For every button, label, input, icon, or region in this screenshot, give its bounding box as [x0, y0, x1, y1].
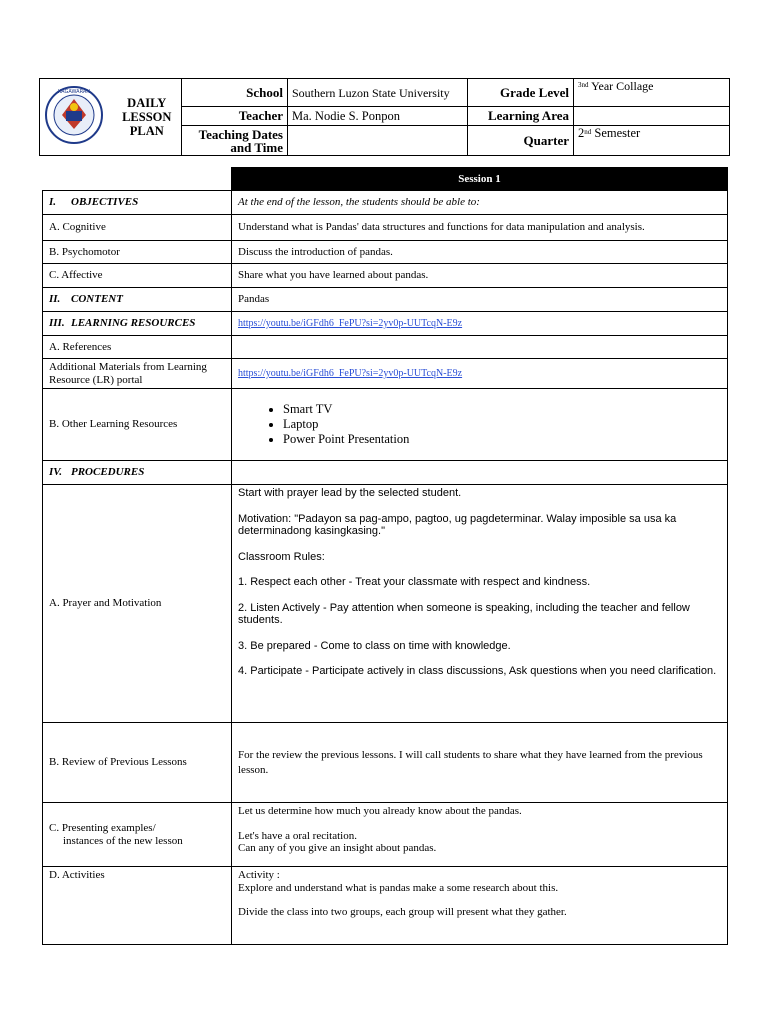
psychomotor-label: B. Psychomotor [43, 241, 232, 264]
additional-materials-link[interactable]: https://youtu.be/iGFdh6_FePU?si=2yv0p-UUTcqN-E9z [238, 367, 463, 379]
lesson-table [42, 167, 728, 945]
presenting-value: Let us determine how much you already know about the pandas. Let's have a oral recitation. Can any of you give an insight about pandas. [232, 803, 728, 867]
affective-value: Share what you have learned about pandas. [232, 264, 728, 288]
teaching-dates-label: Teaching Dates and Time [182, 126, 288, 156]
presenting-label: C. Presenting examples/ instances of the new lesson [43, 803, 232, 867]
session-title: Session 1 [232, 168, 728, 191]
references-value [232, 336, 728, 359]
header-table [39, 78, 730, 156]
other-resources-value [232, 389, 728, 461]
lesson-plan-title: DAILY LESSON PLAN [113, 79, 182, 156]
quarter-label: Quarter [468, 126, 574, 156]
learning-area-label: Learning Area [468, 107, 574, 126]
cognitive-value: Understand what is Pandas' data structures and functions for data manipulation and analysis. [232, 215, 728, 241]
psychomotor-value: Discuss the introduction of pandas. [232, 241, 728, 264]
objectives-intro: At the end of the lesson, the students should be able to: [232, 191, 728, 215]
resources-link[interactable]: https://youtu.be/iGFdh6_FePU?si=2yv0p-UUTcqN-E9z [238, 317, 463, 329]
grade-level-value: $^{3nd}$ Year Collage [574, 79, 730, 107]
review-value: For the review the previous lessons. I will call students to share what they have learned from the previous lesson. [232, 723, 728, 803]
review-label: B. Review of Previous Lessons [43, 723, 232, 803]
cognitive-label: A. Cognitive [43, 215, 232, 241]
list-item: • Smart TV [283, 402, 721, 417]
quarter-value: 2nd Semester [574, 126, 730, 156]
resources-heading: III. LEARNING RESOURCES [43, 312, 232, 336]
teacher-value: Ma. Nodie S. Ponpon [288, 107, 468, 126]
teaching-dates-value [288, 126, 468, 156]
grade-level-label: Grade Level [468, 79, 574, 107]
additional-link-cell [232, 359, 728, 389]
content-heading: II. CONTENT [43, 288, 232, 312]
references-label: A. References [43, 336, 232, 359]
learning-area-value [574, 107, 730, 126]
affective-label: C. Affective [43, 264, 232, 288]
school-label: School [182, 79, 288, 107]
teacher-label: Teacher [182, 107, 288, 126]
content-value: Pandas [232, 288, 728, 312]
list-item: • Laptop [283, 417, 721, 432]
school-value: Southern Luzon State University [288, 79, 468, 107]
other-resources-list [238, 402, 721, 447]
procedures-heading: IV. PROCEDURES [43, 461, 232, 485]
logo-cell [40, 79, 113, 156]
list-item: • Power Point Presentation [283, 432, 721, 447]
resources-link-cell [232, 312, 728, 336]
deped-seal-icon [44, 85, 104, 145]
activities-label: D. Activities [43, 867, 232, 945]
additional-materials-label: Additional Materials from Learning Resource (LR) portal [43, 359, 232, 389]
objectives-heading: I. OBJECTIVES [43, 191, 232, 215]
svg-text:KAGAWARAN: KAGAWARAN [57, 88, 91, 95]
prayer-value: Start with prayer lead by the selected student. Motivation: "Padayon sa pag-ampo, pagtoo, ug pagdeterminar. Walay imposible sa usa ka determinadong kasingkasing." Classroom Rules: 1. Respect each other - Treat your classmate with respect and kindness. 2. Listen Actively - Pay attention when someone is speaking, including the teacher and fellow students. 3. Be prepared - Come to class on time with knowledge. 4. Participate - Participate actively in class discussions, Ask questions when you need clarification. [232, 485, 728, 723]
activities-value: Activity : Explore and understand what is pandas make a some research about this. Divide the class into two groups, each group will present what they gather. [232, 867, 728, 945]
other-resources-label: B. Other Learning Resources [43, 389, 232, 461]
prayer-label: A. Prayer and Motivation [43, 485, 232, 723]
